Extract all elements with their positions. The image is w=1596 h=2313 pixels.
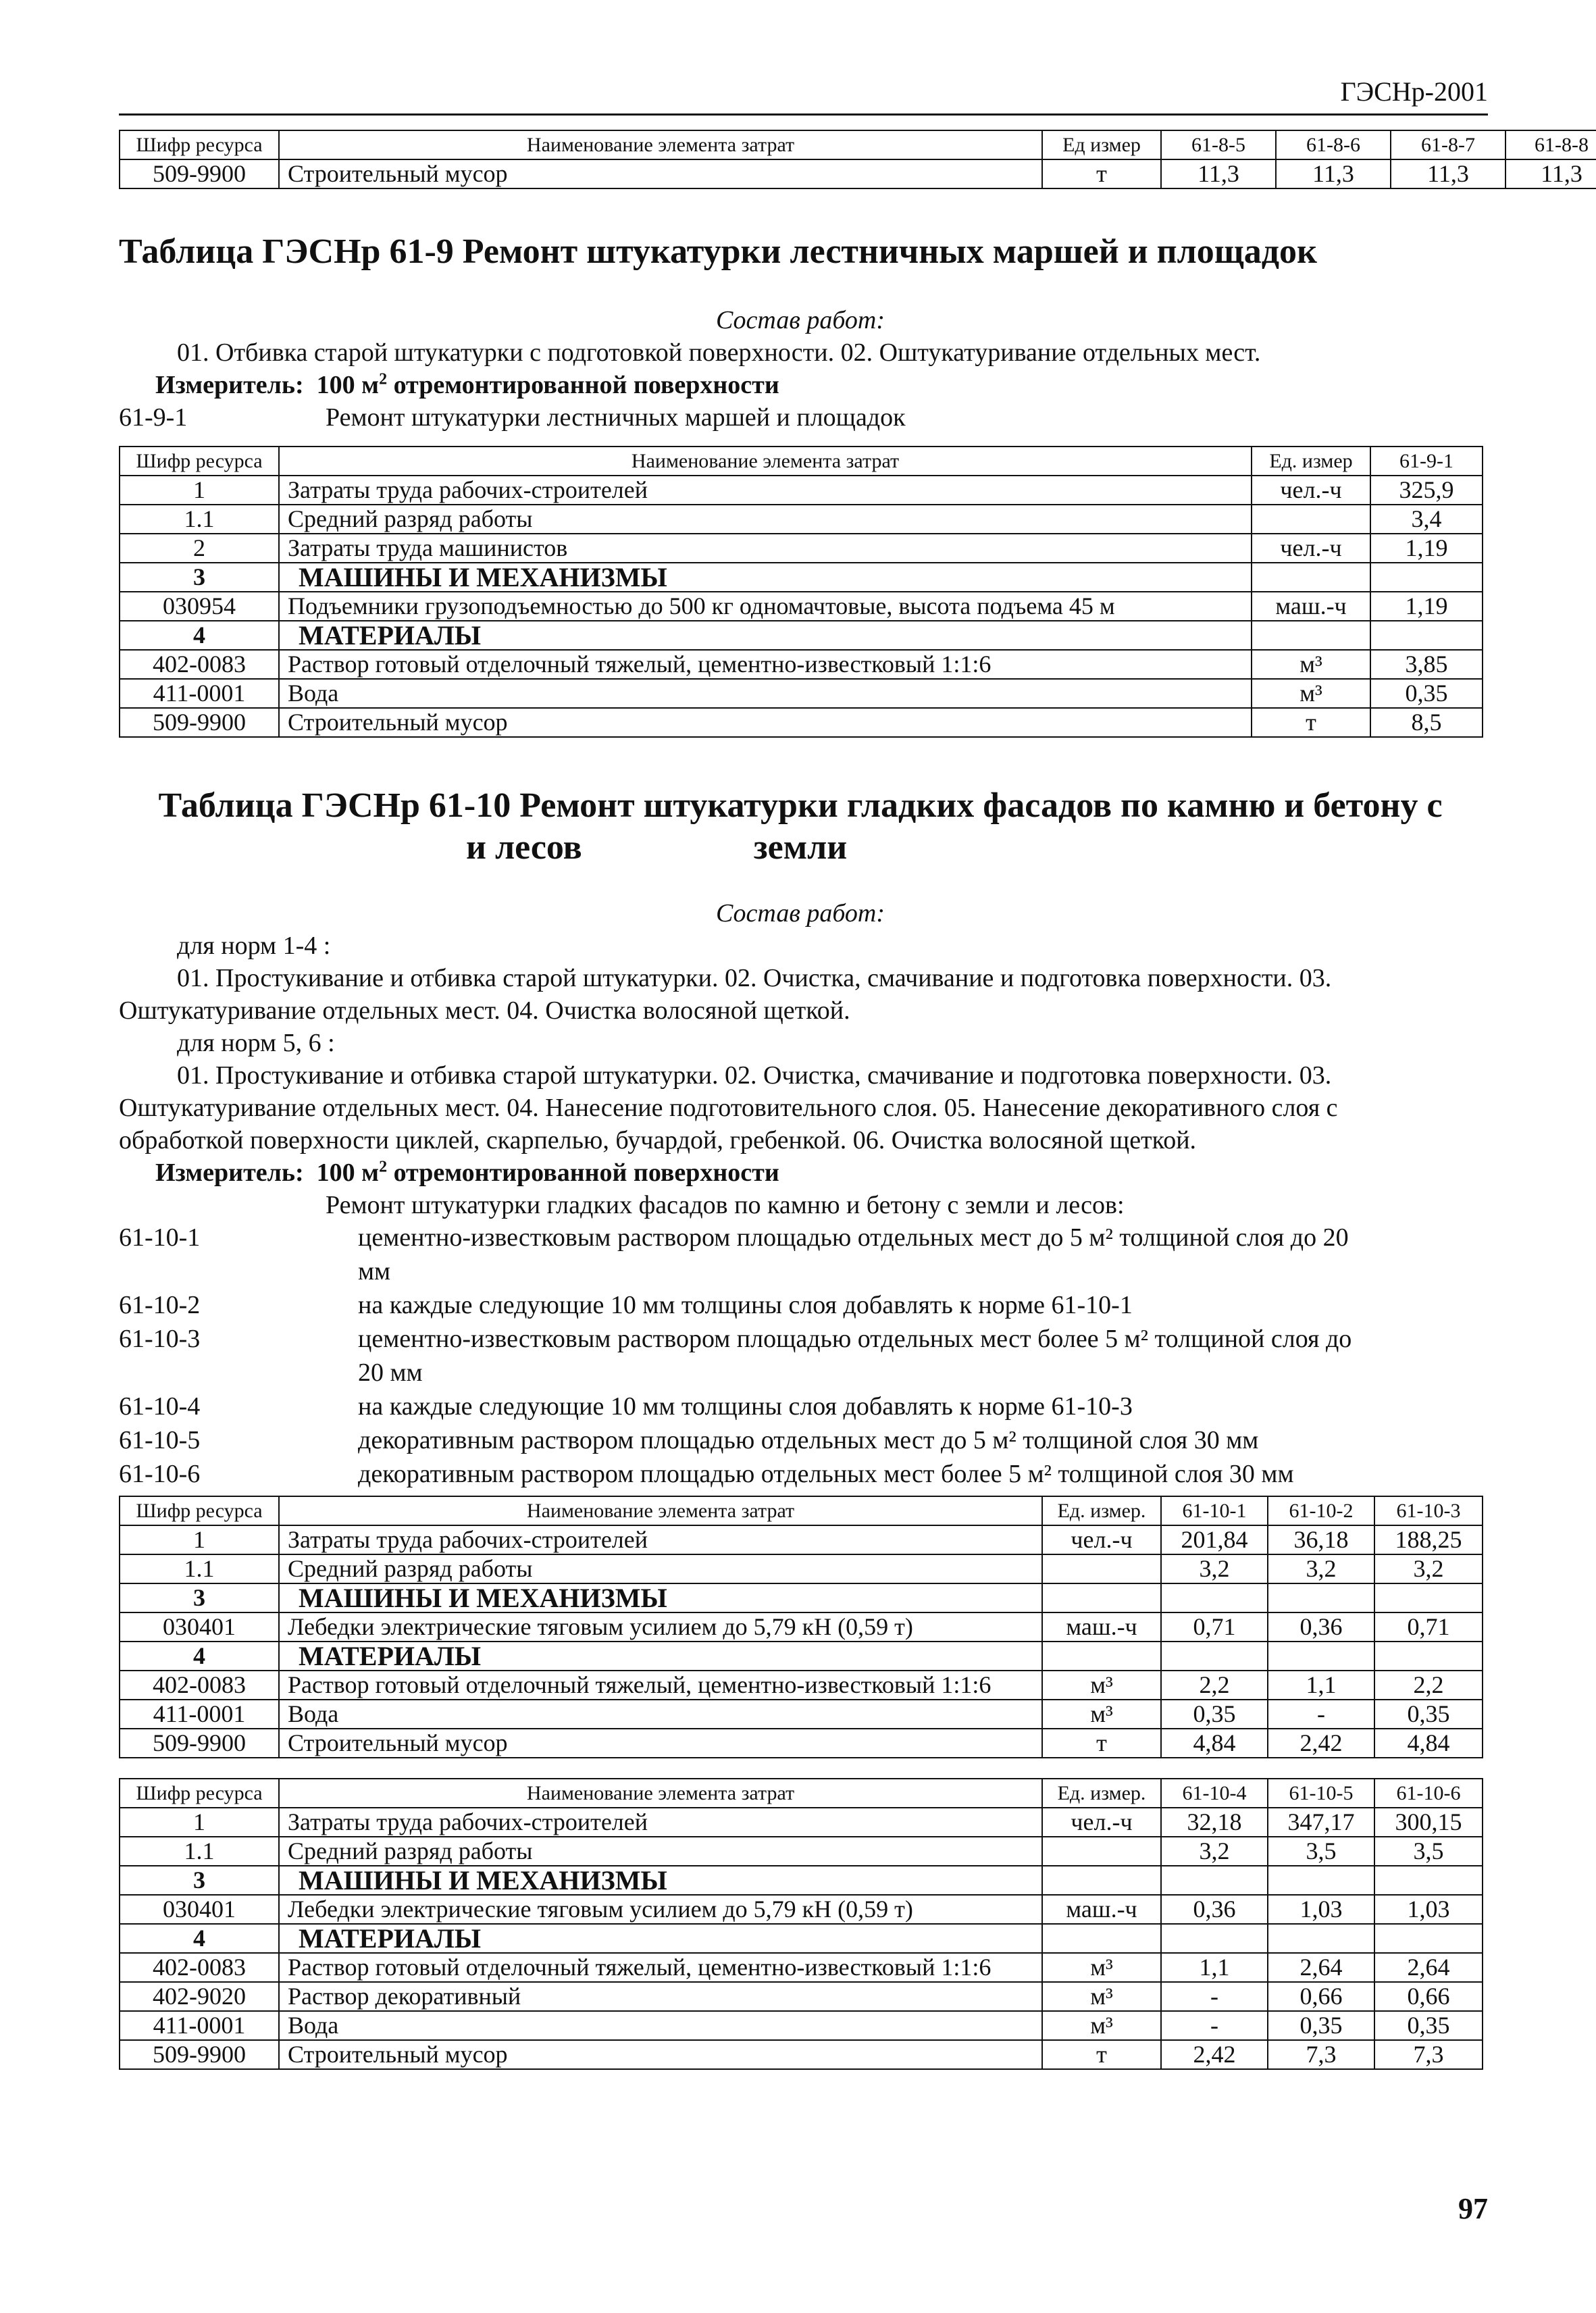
unit <box>1042 1837 1161 1866</box>
section-row <box>120 563 1483 592</box>
resource-code: 411-0001 <box>120 1700 279 1729</box>
resource-code: 402-0083 <box>120 1671 279 1700</box>
norm-code: 61-10-3 <box>119 1325 201 1353</box>
resource-code: 411-0001 <box>120 679 279 708</box>
value: 3,2 <box>1161 1837 1268 1866</box>
resource-name: МАШИНЫ И МЕХАНИЗМЫ <box>279 1583 1042 1612</box>
value: 4,84 <box>1374 1729 1483 1758</box>
norm-code: 61-10-2 <box>119 1291 201 1319</box>
header-cell: 61-10-2 <box>1268 1496 1374 1525</box>
value: 4,84 <box>1161 1729 1268 1758</box>
value: 0,66 <box>1268 1982 1374 2011</box>
value <box>1161 1866 1268 1895</box>
unit <box>1042 1642 1161 1671</box>
composition-text: 01. Простукивание и отбивка старой штукатурки. 02. Очистка, смачивание и подготовка поверхности. 03. <box>177 964 1332 992</box>
header-cell: Шифр ресурса <box>120 1496 279 1525</box>
value <box>1374 1924 1483 1953</box>
value: 1,1 <box>1268 1671 1374 1700</box>
resource-table-61-10-b <box>119 1778 1483 2070</box>
resource-name: Затраты труда рабочих-строителей <box>279 476 1252 505</box>
value: 2,64 <box>1374 1953 1483 1982</box>
value: 2,64 <box>1268 1953 1374 1982</box>
value: 3,2 <box>1374 1554 1483 1583</box>
resource-name: Раствор декоративный <box>279 1982 1042 2011</box>
value: 11,3 <box>1505 159 1596 188</box>
value: 188,25 <box>1374 1525 1483 1554</box>
section-row <box>120 1924 1483 1953</box>
header-cell: Ед. измер. <box>1042 1496 1161 1525</box>
value <box>1161 1583 1268 1612</box>
resource-code: 509-9900 <box>120 1729 279 1758</box>
header-cell: Наименование элемента затрат <box>279 1496 1042 1525</box>
resource-name: Вода <box>279 679 1252 708</box>
value: 3,4 <box>1370 505 1483 534</box>
value: 1,03 <box>1268 1895 1374 1924</box>
value: 11,3 <box>1276 159 1391 188</box>
header-cell: 61-10-6 <box>1374 1779 1483 1808</box>
resource-code: 030401 <box>120 1895 279 1924</box>
header-cell: Наименование элемента затрат <box>279 447 1252 476</box>
resource-name: МАТЕРИАЛЫ <box>279 1924 1042 1953</box>
norm-description: на каждые следующие 10 мм толщины слоя добавлять к норме 61-10-1 <box>358 1291 1133 1319</box>
meter-sup: 2 <box>379 1158 388 1176</box>
header-cell: 61-8-7 <box>1391 130 1505 159</box>
section-row <box>120 1642 1483 1671</box>
value: 0,71 <box>1374 1612 1483 1642</box>
table-row <box>120 1982 1483 2011</box>
norm-code: 61-9-1 <box>119 403 188 432</box>
meter-rest: отремонтированной поверхности <box>387 1159 779 1187</box>
value: 201,84 <box>1161 1525 1268 1554</box>
unit: чел.-ч <box>1042 1808 1161 1837</box>
value <box>1161 1642 1268 1671</box>
resource-name: Подъемники грузоподъемностью до 500 кг одномачтовые, высота подъема 45 м <box>279 592 1252 621</box>
meter-sup: 2 <box>379 370 388 388</box>
norm-description-cont: мм <box>358 1257 391 1286</box>
unit: маш.-ч <box>1252 592 1370 621</box>
resource-name: Вода <box>279 2011 1042 2040</box>
resource-name: Строительный мусор <box>279 159 1042 188</box>
table-header-row <box>120 447 1483 476</box>
section-title: Таблица ГЭСНр 61-10 Ремонт штукатурки гладких фасадов по камню и бетону с земли <box>158 786 1443 867</box>
value <box>1268 1642 1374 1671</box>
unit <box>1042 1583 1161 1612</box>
resource-code: 1 <box>120 1808 279 1837</box>
value: 3,85 <box>1370 650 1483 679</box>
header-cell: Наименование элемента затрат <box>279 1779 1042 1808</box>
table-row <box>120 1808 1483 1837</box>
unit: м³ <box>1042 1671 1161 1700</box>
resource-table-61-9 <box>119 446 1483 738</box>
value: 8,5 <box>1370 708 1483 737</box>
norm-description: цементно-известковым раствором площадью отдельных мест более 5 м² толщиной слоя до <box>358 1325 1352 1353</box>
resource-name: Вода <box>279 1700 1042 1729</box>
norm-code: 61-10-4 <box>119 1392 201 1421</box>
value: - <box>1268 1700 1374 1729</box>
value: 11,3 <box>1391 159 1505 188</box>
resource-code: 402-9020 <box>120 1982 279 2011</box>
norm-text: Ремонт штукатурки лестничных маршей и площадок <box>326 403 906 432</box>
header-cell: Наименование элемента затрат <box>279 130 1042 159</box>
norm-code: 61-10-1 <box>119 1223 201 1252</box>
value: 7,3 <box>1374 2040 1483 2069</box>
value <box>1161 1924 1268 1953</box>
resource-code: 1.1 <box>120 1837 279 1866</box>
resource-name: МАТЕРИАЛЫ <box>279 621 1252 650</box>
table-row <box>120 592 1483 621</box>
meter-rest: отремонтированной поверхности <box>387 371 779 399</box>
table-row <box>120 1953 1483 1982</box>
meter-label: Измеритель: <box>155 1159 304 1187</box>
meter-line <box>155 1156 779 1189</box>
resource-code: 2 <box>120 534 279 563</box>
resource-name: МАШИНЫ И МЕХАНИЗМЫ <box>279 1866 1042 1895</box>
header-cell: 61-10-3 <box>1374 1496 1483 1525</box>
header-cell: 61-10-5 <box>1268 1779 1374 1808</box>
value: 347,17 <box>1268 1808 1374 1837</box>
resource-code: 3 <box>120 1583 279 1612</box>
value: 1,1 <box>1161 1953 1268 1982</box>
value: 0,35 <box>1370 679 1483 708</box>
resource-name: МАШИНЫ И МЕХАНИЗМЫ <box>279 563 1252 592</box>
value: 2,2 <box>1374 1671 1483 1700</box>
value <box>1374 1642 1483 1671</box>
unit: т <box>1252 708 1370 737</box>
unit <box>1252 621 1370 650</box>
value: 0,35 <box>1161 1700 1268 1729</box>
resource-name: Строительный мусор <box>279 2040 1042 2069</box>
header-cell: Шифр ресурса <box>120 447 279 476</box>
resource-code: 509-9900 <box>120 159 279 188</box>
unit: маш.-ч <box>1042 1612 1161 1642</box>
table-header-row <box>120 1496 1483 1525</box>
resource-name: Раствор готовый отделочный тяжелый, цементно-известковый 1:1:6 <box>279 1671 1042 1700</box>
resource-code: 3 <box>120 1866 279 1895</box>
resource-name: Раствор готовый отделочный тяжелый, цементно-известковый 1:1:6 <box>279 1953 1042 1982</box>
unit: м³ <box>1042 1700 1161 1729</box>
resource-code: 4 <box>120 621 279 650</box>
resource-code: 1 <box>120 476 279 505</box>
resource-name: Средний разряд работы <box>279 1554 1042 1583</box>
unit: маш.-ч <box>1042 1895 1161 1924</box>
resource-code: 411-0001 <box>120 2011 279 2040</box>
unit: т <box>1042 2040 1161 2069</box>
table-row <box>120 505 1483 534</box>
resource-table-61-10-a <box>119 1496 1483 1758</box>
resource-code: 402-0083 <box>120 1953 279 1982</box>
resource-name: Затраты труда машинистов <box>279 534 1252 563</box>
section-row <box>120 621 1483 650</box>
resource-code: 509-9900 <box>120 2040 279 2069</box>
table-row <box>120 1895 1483 1924</box>
norm-description: цементно-известковым раствором площадью отдельных мест до 5 м² толщиной слоя до 20 <box>358 1223 1349 1252</box>
table-row <box>120 2011 1483 2040</box>
resource-name: Затраты труда рабочих-строителей <box>279 1525 1042 1554</box>
value: 3,2 <box>1268 1554 1374 1583</box>
value <box>1268 1866 1374 1895</box>
resource-name: Лебедки электрические тяговым усилием до 5,79 кН (0,59 т) <box>279 1612 1042 1642</box>
resource-name: Затраты труда рабочих-строителей <box>279 1808 1042 1837</box>
header-cell: Шифр ресурса <box>120 1779 279 1808</box>
table-row <box>120 1525 1483 1554</box>
value: 0,71 <box>1161 1612 1268 1642</box>
unit <box>1252 505 1370 534</box>
value: 0,35 <box>1374 2011 1483 2040</box>
norm-description: на каждые следующие 10 мм толщины слоя добавлять к норме 61-10-3 <box>358 1392 1133 1421</box>
value: - <box>1161 2011 1268 2040</box>
value <box>1268 1924 1374 1953</box>
value: 32,18 <box>1161 1808 1268 1837</box>
header-cell: 61-10-1 <box>1161 1496 1268 1525</box>
table-row <box>120 650 1483 679</box>
value: 0,36 <box>1161 1895 1268 1924</box>
value <box>1374 1583 1483 1612</box>
unit: т <box>1042 1729 1161 1758</box>
header-cell: 61-8-5 <box>1161 130 1276 159</box>
unit: м³ <box>1042 1953 1161 1982</box>
value: 3,5 <box>1374 1837 1483 1866</box>
value <box>1370 563 1483 592</box>
composition-label: Состав работ: <box>715 899 885 927</box>
value: 1,19 <box>1370 592 1483 621</box>
table-row <box>120 708 1483 737</box>
resource-code: 1 <box>120 1525 279 1554</box>
table-row <box>120 1612 1483 1642</box>
resource-code: 509-9900 <box>120 708 279 737</box>
table-row <box>120 1554 1483 1583</box>
norms-subheading: для норм 1-4 : <box>177 932 331 960</box>
norm-code: 61-10-5 <box>119 1426 201 1454</box>
norm-description-cont: 20 мм <box>358 1358 423 1387</box>
header-cell: 61-9-1 <box>1370 447 1483 476</box>
value: 1,19 <box>1370 534 1483 563</box>
resource-code: 030401 <box>120 1612 279 1642</box>
page-number: 97 <box>1458 2192 1488 2225</box>
value: 2,42 <box>1161 2040 1268 2069</box>
unit: м³ <box>1252 679 1370 708</box>
header-cell: Ед. измер <box>1252 447 1370 476</box>
table-row <box>120 159 1596 188</box>
composition-text: 01. Отбивка старой штукатурки с подготовкой поверхности. 02. Оштукатуривание отдельных мест. <box>177 338 1261 367</box>
value <box>1374 1866 1483 1895</box>
value: 325,9 <box>1370 476 1483 505</box>
unit: чел.-ч <box>1042 1525 1161 1554</box>
section-title-cont: и лесов <box>466 828 582 867</box>
value: 0,35 <box>1374 1700 1483 1729</box>
value <box>1268 1583 1374 1612</box>
norm-code: 61-10-6 <box>119 1460 201 1488</box>
table-row <box>120 2040 1483 2069</box>
unit <box>1042 1866 1161 1895</box>
value: 11,3 <box>1161 159 1276 188</box>
value: 3,2 <box>1161 1554 1268 1583</box>
header-cell: 61-10-4 <box>1161 1779 1268 1808</box>
unit: чел.-ч <box>1252 534 1370 563</box>
unit: м³ <box>1252 650 1370 679</box>
section-row <box>120 1866 1483 1895</box>
unit: т <box>1042 159 1161 188</box>
resource-name: Средний разряд работы <box>279 505 1252 534</box>
table-row <box>120 534 1483 563</box>
meter-line <box>155 369 779 401</box>
section-row <box>120 1583 1483 1612</box>
resource-name: МАТЕРИАЛЫ <box>279 1642 1042 1671</box>
composition-text: Оштукатуривание отдельных мест. 04. Нанесение подготовительного слоя. 05. Нанесение декоративного слоя с <box>119 1094 1338 1122</box>
header-cell: Ед измер <box>1042 130 1161 159</box>
meter-value: 100 м <box>316 1159 380 1187</box>
unit: м³ <box>1042 2011 1161 2040</box>
resource-name: Строительный мусор <box>279 1729 1042 1758</box>
composition-text: Оштукатуривание отдельных мест. 04. Очистка волосяной щеткой. <box>119 996 850 1025</box>
resource-code: 402-0083 <box>120 650 279 679</box>
table-row <box>120 1837 1483 1866</box>
composition-text: обработкой поверхности циклей, скарпелью, бучардой, гребенкой. 06. Очистка волосяной щеткой. <box>119 1126 1197 1154</box>
value: 0,36 <box>1268 1612 1374 1642</box>
table-row <box>120 1671 1483 1700</box>
value <box>1370 621 1483 650</box>
header-cell: Ед. измер. <box>1042 1779 1161 1808</box>
norm-description: декоративным раствором площадью отдельных мест до 5 м² толщиной слоя 30 мм <box>358 1426 1259 1454</box>
value: 2,42 <box>1268 1729 1374 1758</box>
resource-name: Раствор готовый отделочный тяжелый, цементно-известковый 1:1:6 <box>279 650 1252 679</box>
table-row <box>120 1700 1483 1729</box>
header-cell: Шифр ресурса <box>120 130 279 159</box>
document-code: ГЭСНр-2001 <box>1340 76 1488 107</box>
norms-subheading: для норм 5, 6 : <box>177 1029 335 1057</box>
value: 1,03 <box>1374 1895 1483 1924</box>
unit <box>1042 1554 1161 1583</box>
value: 0,66 <box>1374 1982 1483 2011</box>
resource-code: 3 <box>120 563 279 592</box>
meter-label: Измеритель: <box>155 371 304 399</box>
meter-value: 100 м <box>316 371 380 399</box>
resource-code: 4 <box>120 1924 279 1953</box>
top-table <box>119 130 1596 189</box>
header-cell: 61-8-8 <box>1505 130 1596 159</box>
composition-label: Состав работ: <box>715 306 885 334</box>
header-rule <box>119 113 1488 116</box>
resource-name: Строительный мусор <box>279 708 1252 737</box>
resource-code: 4 <box>120 1642 279 1671</box>
value: 36,18 <box>1268 1525 1374 1554</box>
norms-intro: Ремонт штукатурки гладких фасадов по камню и бетону с земли и лесов: <box>326 1191 1125 1219</box>
table-header-row <box>120 130 1596 159</box>
resource-name: Средний разряд работы <box>279 1837 1042 1866</box>
table-row <box>120 476 1483 505</box>
table-row <box>120 679 1483 708</box>
composition-text: 01. Простукивание и отбивка старой штукатурки. 02. Очистка, смачивание и подготовка поверхности. 03. <box>177 1061 1332 1090</box>
unit <box>1252 563 1370 592</box>
unit: чел.-ч <box>1252 476 1370 505</box>
resource-code: 1.1 <box>120 1554 279 1583</box>
value: - <box>1161 1982 1268 2011</box>
unit: м³ <box>1042 1982 1161 2011</box>
table-row <box>120 1729 1483 1758</box>
resource-code: 1.1 <box>120 505 279 534</box>
unit <box>1042 1924 1161 1953</box>
resource-code: 030954 <box>120 592 279 621</box>
value: 2,2 <box>1161 1671 1268 1700</box>
value: 3,5 <box>1268 1837 1374 1866</box>
norm-description: декоративным раствором площадью отдельных мест более 5 м² толщиной слоя 30 мм <box>358 1460 1294 1488</box>
resource-name: Лебедки электрические тяговым усилием до 5,79 кН (0,59 т) <box>279 1895 1042 1924</box>
header-cell: 61-8-6 <box>1276 130 1391 159</box>
value: 300,15 <box>1374 1808 1483 1837</box>
value: 0,35 <box>1268 2011 1374 2040</box>
table-header-row <box>120 1779 1483 1808</box>
section-title: Таблица ГЭСНр 61-9 Ремонт штукатурки лестничных маршей и площадок <box>119 232 1317 271</box>
value: 7,3 <box>1268 2040 1374 2069</box>
